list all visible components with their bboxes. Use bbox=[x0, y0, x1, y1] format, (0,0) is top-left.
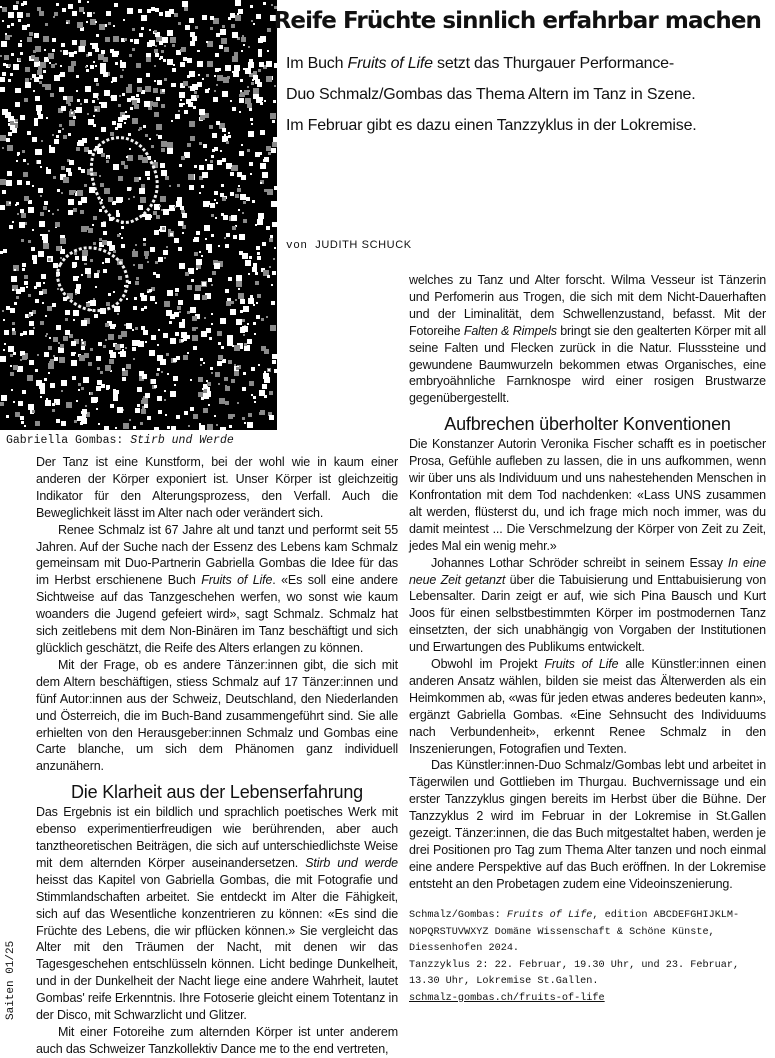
page-label: Saiten 01/25 bbox=[5, 940, 17, 1020]
website-link[interactable]: schmalz-gombas.ch/fruits-of-life bbox=[409, 992, 605, 1004]
subheading: Aufbrechen überholter Konventionen bbox=[444, 414, 731, 435]
paragraph: Mit einer Fotoreihe zum alternden Körper ist unter anderem auch das Schweizer Tanzkollektiv Dance me to the end vertreten, bbox=[36, 1025, 398, 1056]
article-column-right bbox=[409, 272, 766, 893]
lead-line-1: Im Buch Fruits of Life setzt das Thurgauer Performance- bbox=[286, 55, 675, 72]
paragraph: Johannes Lothar Schröder schreibt in seinem Essay In eine neue Zeit getanzt über die Tabuisierung und Enttabuisierung von Lebensalter. Darin zeigt er auf, wie sich Pina Bausch und Kurt Joos für einen selbstbestimmten Körper im postmodernen Tanz einsetzten, der sich unabhängig von Vorgaben der Institutionen und Erwartungen des Publikums entwickelt. bbox=[409, 555, 767, 655]
event-info: Tanzzyklus 2: 22. Februar, 19.30 Uhr, und 23. Februar, 13.30 Uhr, Lokremise St.Gallen. bbox=[409, 959, 740, 987]
lead-line-3: Im Februar gibt es dazu einen Tanzzyklus in der Lokremise. bbox=[286, 117, 697, 134]
caption-author: Gabriella Gombas: bbox=[6, 434, 124, 447]
paragraph: Das Künstler:innen-Duo Schmalz/Gombas lebt und arbeitet in Tägerwilen und Gottlieben im Thurgau. Buchvernissage und ein erster Tanzzyklus gingen bereits im Herbst über die Bühne. Der Tanzzyklus 2 wird im Februar in der Lokremise in St.Gallen gezeigt. Tänzer:innen, die das Buch mitgestaltet haben, werden je drei Positionen pro Tag zum Thema Alter tanzen und noch einmal eine andere Perspektive auf das Buch eröffnen. In der Lokremise entsteht an den Probetagen zudem eine Videoinszenierung. bbox=[409, 758, 766, 891]
byline-author: JUDITH SCHUCK bbox=[315, 239, 412, 251]
photo-caption bbox=[6, 434, 234, 447]
caption-title: Stirb und Werde bbox=[130, 434, 234, 447]
subheading: Die Klarheit aus der Lebenserfahrung bbox=[71, 782, 363, 803]
dancer-photo bbox=[0, 0, 277, 430]
paragraph: welches zu Tanz und Alter forscht. Wilma Vesseur ist Tänzerin und Perfomerin aus Trogen, die sich mit dem Nicht-Dauerhaften und der Liminalität, dem Schwellenzustand, befasst. Mit der Fotoreihe Falten & Rimpels bringt sie den gealterten Körper mit all seine Falten und Flecken zurück in die Natur. Flusssteine und gewundene Baumwurzeln bekommen etwas Organisches, eine embryoähnliche Farnknospe wird einer rosigen Brustwarze gegenübergestellt. bbox=[409, 273, 766, 406]
paragraph: Mit der Frage, ob es andere Tänzer:innen gibt, die sich mit dem Altern beschäftigen, stiess Schmalz auf 17 Tänzer:innen und fünf Autor:innen aus der Schweiz, Deutschland, den Niederlanden und Österreich, die im Buch-Band zusammengeführt sind. Sie alle erhielten von den Herausgeber:innen Schmalz und Gombas eine Carte blanche, um sich dem Phänomen ganz individuell anzunähern. bbox=[36, 657, 398, 774]
article-lead bbox=[286, 48, 761, 141]
paragraph: Die Konstanzer Autorin Veronika Fischer schafft es in poetischer Prosa, Gefühle aufleben zu lassen, die in uns aufkommen, wenn wir über uns als Individuum und uns nahestehenden Menschen in Konfrontation mit dem Tod nachdenken: «Lass UNS zusammen alt werden, flüsterst du, und ich frage mich noch immer, was du damit meintest ... Die Verschmelzung der Körper von Zeit zu Zeit, jedes Mal ein wenig mehr.» bbox=[409, 437, 766, 553]
byline bbox=[286, 239, 412, 252]
paragraph: Renee Schmalz ist 67 Jahre alt und tanzt und performt seit 55 Jahren. Auf der Suche nach der Essenz des Lebens kam Schmalz gemeinsam mit Duo-Partnerin Gabriella Gombas die Idee für das im Herbst erschienene Buch Fruits of Life. «Es soll eine andere Sichtweise auf das Tanzgeschehen werfen, wo sonst wie kaum woanders die Jugend gefeiert wird», sagt Schmalz. Schmalz hat sich zeitlebens mit dem Non-Binären im Tanz beschäftigt und sich glücklich geschätzt, die Reife des Alters erlangen zu können. bbox=[36, 522, 398, 655]
paragraph: Obwohl im Projekt Fruits of Life alle Künstler:innen einen anderen Ansatz wählen, bilden sie meist das Älterwerden als ein Heimkommen ab, «was für jeden etwas anderes bedeuten kann», ergänzt Gabriella Gombas. «Eine Sehnsucht des Individuums nach Verbundenheit», erkennt Renee Schmalz in den Inszenierungen, Fotografien und Texten. bbox=[409, 657, 766, 756]
byline-prefix: von bbox=[286, 240, 308, 252]
book-info-box bbox=[409, 908, 771, 1007]
glitter-photo-graphic bbox=[0, 0, 277, 430]
article-column-left bbox=[36, 454, 398, 1058]
paragraph: Der Tanz ist eine Kunstform, bei der wohl wie in kaum einer anderen der Körper exponiert ist. Unser Körper ist gleichzeitig Indikator für den Alterungsprozess, den Verfall. Auch die Beweglichkeit lässt im Alter nach oder verändert sich. bbox=[36, 455, 398, 520]
book-info: Schmalz/Gombas: Fruits of Life, edition ABCDEFGHIJKLM-NOPQRSTUVWXYZ Domäne Wissenschaft & Schöne Künste, Diessenhofen 2024. bbox=[409, 910, 740, 954]
lead-line-2: Duo Schmalz/Gombas das Thema Altern im Tanz in Szene. bbox=[286, 86, 696, 103]
article-headline: Reife Früchte sinnlich erfahrbar machen bbox=[273, 8, 761, 34]
paragraph: Das Ergebnis ist ein bildlich und sprachlich poetisches Werk mit ebenso experimentierfreudigen wie berührenden, aber auch tanztheoretischen Beiträgen, die sich auf unterschiedlichste Weise mit dem alternden Körper auseinandersetzen. Stirb und werde heisst das Kapitel von Gabriella Gombas, die mit Fotografie und Stimmlandschaften arbeitet. Sie entdeckt im Alter die Fähigkeit, sich auf das Wesentliche konzentrieren zu können: «Es sind die Früchte des Lebens, die wir pflücken können.» Sie vergleicht das Alter mit den Träumen der Nacht, mit denen wir das Tagesgeschehen entschlüsseln können. Licht bedinge Dunkelheit, und in der Dunkelheit der Nacht liege eine andere Wahrheit, lautet Gombas' reife Erkenntnis. Ihre Fotoserie gleicht einem Totentanz in der Disco, mit Schwarzlicht und Glitzer. bbox=[36, 805, 398, 1023]
